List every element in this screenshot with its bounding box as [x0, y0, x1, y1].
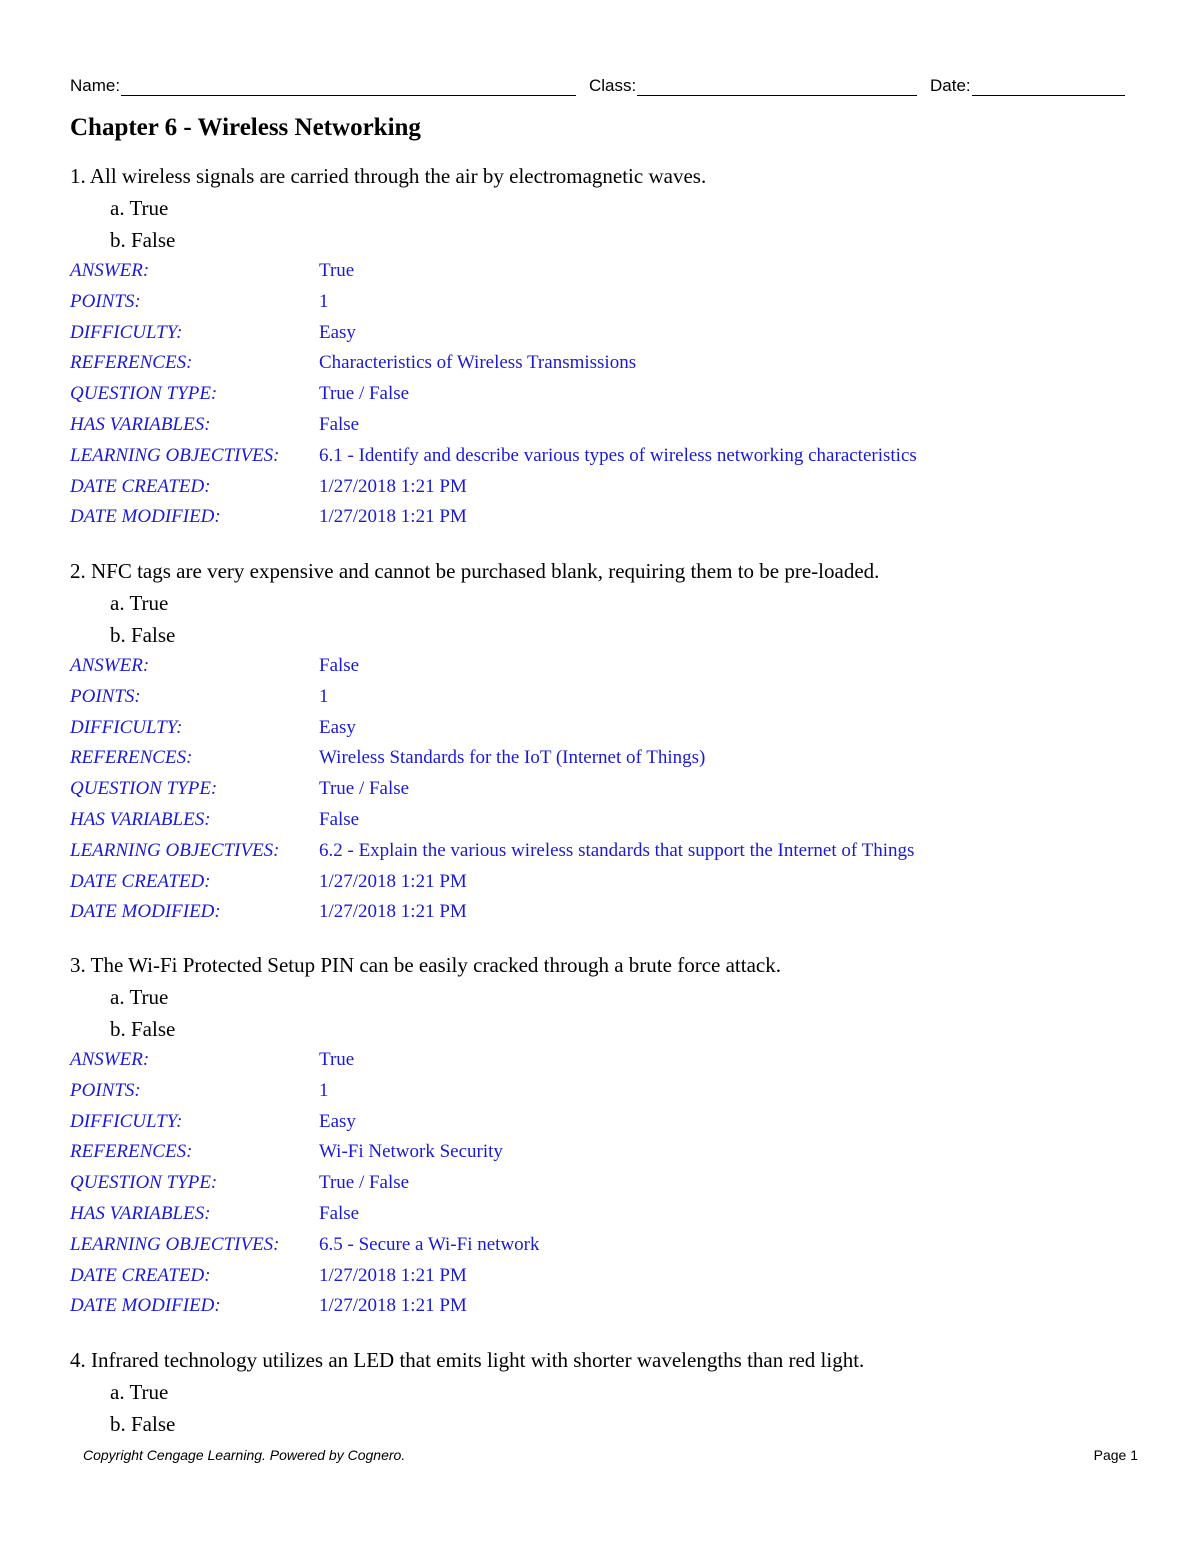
- date-modified-value: 1/27/2018 1:21 PM: [319, 901, 467, 923]
- question-text: 3. The Wi-Fi Protected Setup PIN can be easily cracked through a brute force attack.: [70, 953, 781, 977]
- has-variables-label: HAS VARIABLES:: [70, 413, 211, 435]
- learning-objectives-label: LEARNING OBJECTIVES:: [70, 1233, 280, 1255]
- chapter-title: Chapter 6 - Wireless Networking: [70, 114, 421, 141]
- difficulty-label: DIFFICULTY:: [70, 321, 183, 343]
- has-variables-row: [70, 1199, 1130, 1230]
- question-text: 1. All wireless signals are carried through the air by electromagnetic waves.: [70, 164, 707, 188]
- question-block: [70, 950, 1130, 1322]
- question-type-value: True / False: [319, 383, 410, 405]
- has-variables-value: False: [319, 1202, 360, 1224]
- has-variables-value: False: [319, 808, 360, 830]
- difficulty-row: [70, 1107, 1130, 1138]
- answer-row: [70, 1045, 1130, 1076]
- copyright-footer: Copyright Cengage Learning. Powered by Cognero.: [83, 1447, 406, 1463]
- points-label: POINTS:: [70, 685, 141, 707]
- date-created-label: DATE CREATED:: [70, 475, 211, 497]
- name-blank-line: [121, 75, 576, 96]
- points-row: [70, 1076, 1130, 1107]
- class-field: [589, 70, 917, 96]
- date-modified-value: 1/27/2018 1:21 PM: [319, 1295, 467, 1317]
- option-true: a. True: [110, 1380, 169, 1404]
- date-created-row: [70, 472, 1130, 503]
- option-false: b. False: [110, 1017, 176, 1041]
- question-type-value: True / False: [319, 778, 410, 800]
- class-blank-line: [637, 75, 917, 96]
- question-type-label: QUESTION TYPE:: [70, 383, 218, 405]
- date-modified-row: [70, 1291, 1130, 1322]
- difficulty-label: DIFFICULTY:: [70, 1110, 183, 1132]
- answer-label: ANSWER:: [70, 655, 150, 676]
- option-true: a. True: [110, 985, 169, 1009]
- date-created-value: 1/27/2018 1:21 PM: [319, 870, 467, 892]
- date-created-value: 1/27/2018 1:21 PM: [319, 1264, 467, 1286]
- references-label: REFERENCES:: [70, 747, 193, 769]
- references-row: [70, 348, 1130, 379]
- date-created-row: [70, 867, 1130, 898]
- option-false: b. False: [110, 623, 176, 647]
- has-variables-label: HAS VARIABLES:: [70, 1202, 211, 1224]
- date-modified-value: 1/27/2018 1:21 PM: [319, 506, 467, 528]
- date-created-label: DATE CREATED:: [70, 1264, 211, 1286]
- points-label: POINTS:: [70, 1079, 141, 1101]
- references-value: Wi-Fi Network Security: [319, 1141, 503, 1163]
- date-label: Date:: [930, 76, 971, 95]
- difficulty-value: Easy: [319, 1110, 356, 1132]
- date-blank-line: [972, 75, 1125, 96]
- difficulty-label: DIFFICULTY:: [70, 716, 183, 738]
- date-field: [930, 70, 1125, 96]
- question-type-row: [70, 774, 1130, 805]
- question-type-row: [70, 379, 1130, 410]
- points-row: [70, 682, 1130, 713]
- points-value: 1: [319, 290, 329, 312]
- date-modified-label: DATE MODIFIED:: [70, 1295, 221, 1317]
- has-variables-value: False: [319, 413, 360, 435]
- has-variables-label: HAS VARIABLES:: [70, 808, 211, 830]
- question-block: [70, 161, 1130, 533]
- references-row: [70, 1137, 1130, 1168]
- learning-objectives-value: 6.5 - Secure a Wi-Fi network: [319, 1233, 540, 1255]
- references-label: REFERENCES:: [70, 1141, 193, 1163]
- has-variables-row: [70, 805, 1130, 836]
- answer-value: True: [319, 260, 355, 281]
- question-type-label: QUESTION TYPE:: [70, 1172, 218, 1194]
- question-text: 4. Infrared technology utilizes an LED that emits light with shorter wavelengths than red light.: [70, 1348, 865, 1372]
- question-block: [70, 1345, 1130, 1440]
- answer-value: False: [319, 655, 360, 676]
- question-type-value: True / False: [319, 1172, 410, 1194]
- answer-value: True: [319, 1049, 355, 1070]
- date-created-row: [70, 1261, 1130, 1292]
- date-modified-label: DATE MODIFIED:: [70, 901, 221, 923]
- answer-label: ANSWER:: [70, 260, 150, 281]
- difficulty-value: Easy: [319, 321, 356, 343]
- option-true: a. True: [110, 591, 169, 615]
- points-row: [70, 287, 1130, 318]
- references-label: REFERENCES:: [70, 352, 193, 374]
- question-type-label: QUESTION TYPE:: [70, 778, 218, 800]
- references-value: Wireless Standards for the IoT (Internet of Things): [319, 747, 706, 769]
- date-modified-row: [70, 502, 1130, 533]
- question-type-row: [70, 1168, 1130, 1199]
- student-info-header: [70, 70, 1130, 98]
- name-label: Name:: [70, 76, 121, 95]
- option-false: b. False: [110, 1412, 176, 1436]
- difficulty-value: Easy: [319, 716, 356, 738]
- question-text: 2. NFC tags are very expensive and cannot be purchased blank, requiring them to be pre-loaded.: [70, 559, 880, 583]
- learning-objectives-row: [70, 441, 1130, 472]
- learning-objectives-label: LEARNING OBJECTIVES:: [70, 444, 280, 466]
- points-value: 1: [319, 1079, 329, 1101]
- references-row: [70, 743, 1130, 774]
- name-field: [70, 70, 576, 96]
- learning-objectives-value: 6.2 - Explain the various wireless standards that support the Internet of Things: [319, 839, 915, 861]
- answer-row: [70, 256, 1130, 287]
- option-true: a. True: [110, 196, 169, 220]
- difficulty-row: [70, 713, 1130, 744]
- option-false: b. False: [110, 228, 176, 252]
- references-value: Characteristics of Wireless Transmissions: [319, 352, 637, 374]
- question-block: [70, 556, 1130, 928]
- has-variables-row: [70, 410, 1130, 441]
- date-modified-label: DATE MODIFIED:: [70, 506, 221, 528]
- learning-objectives-value: 6.1 - Identify and describe various types of wireless networking characteristics: [319, 444, 917, 466]
- points-label: POINTS:: [70, 290, 141, 312]
- difficulty-row: [70, 318, 1130, 349]
- date-created-label: DATE CREATED:: [70, 870, 211, 892]
- learning-objectives-row: [70, 836, 1130, 867]
- answer-row: [70, 651, 1130, 682]
- class-label: Class:: [589, 76, 637, 95]
- points-value: 1: [319, 685, 329, 707]
- learning-objectives-row: [70, 1230, 1130, 1261]
- date-created-value: 1/27/2018 1:21 PM: [319, 475, 467, 497]
- answer-label: ANSWER:: [70, 1049, 150, 1070]
- page-number: Page 1: [1093, 1447, 1138, 1463]
- date-modified-row: [70, 897, 1130, 928]
- learning-objectives-label: LEARNING OBJECTIVES:: [70, 839, 280, 861]
